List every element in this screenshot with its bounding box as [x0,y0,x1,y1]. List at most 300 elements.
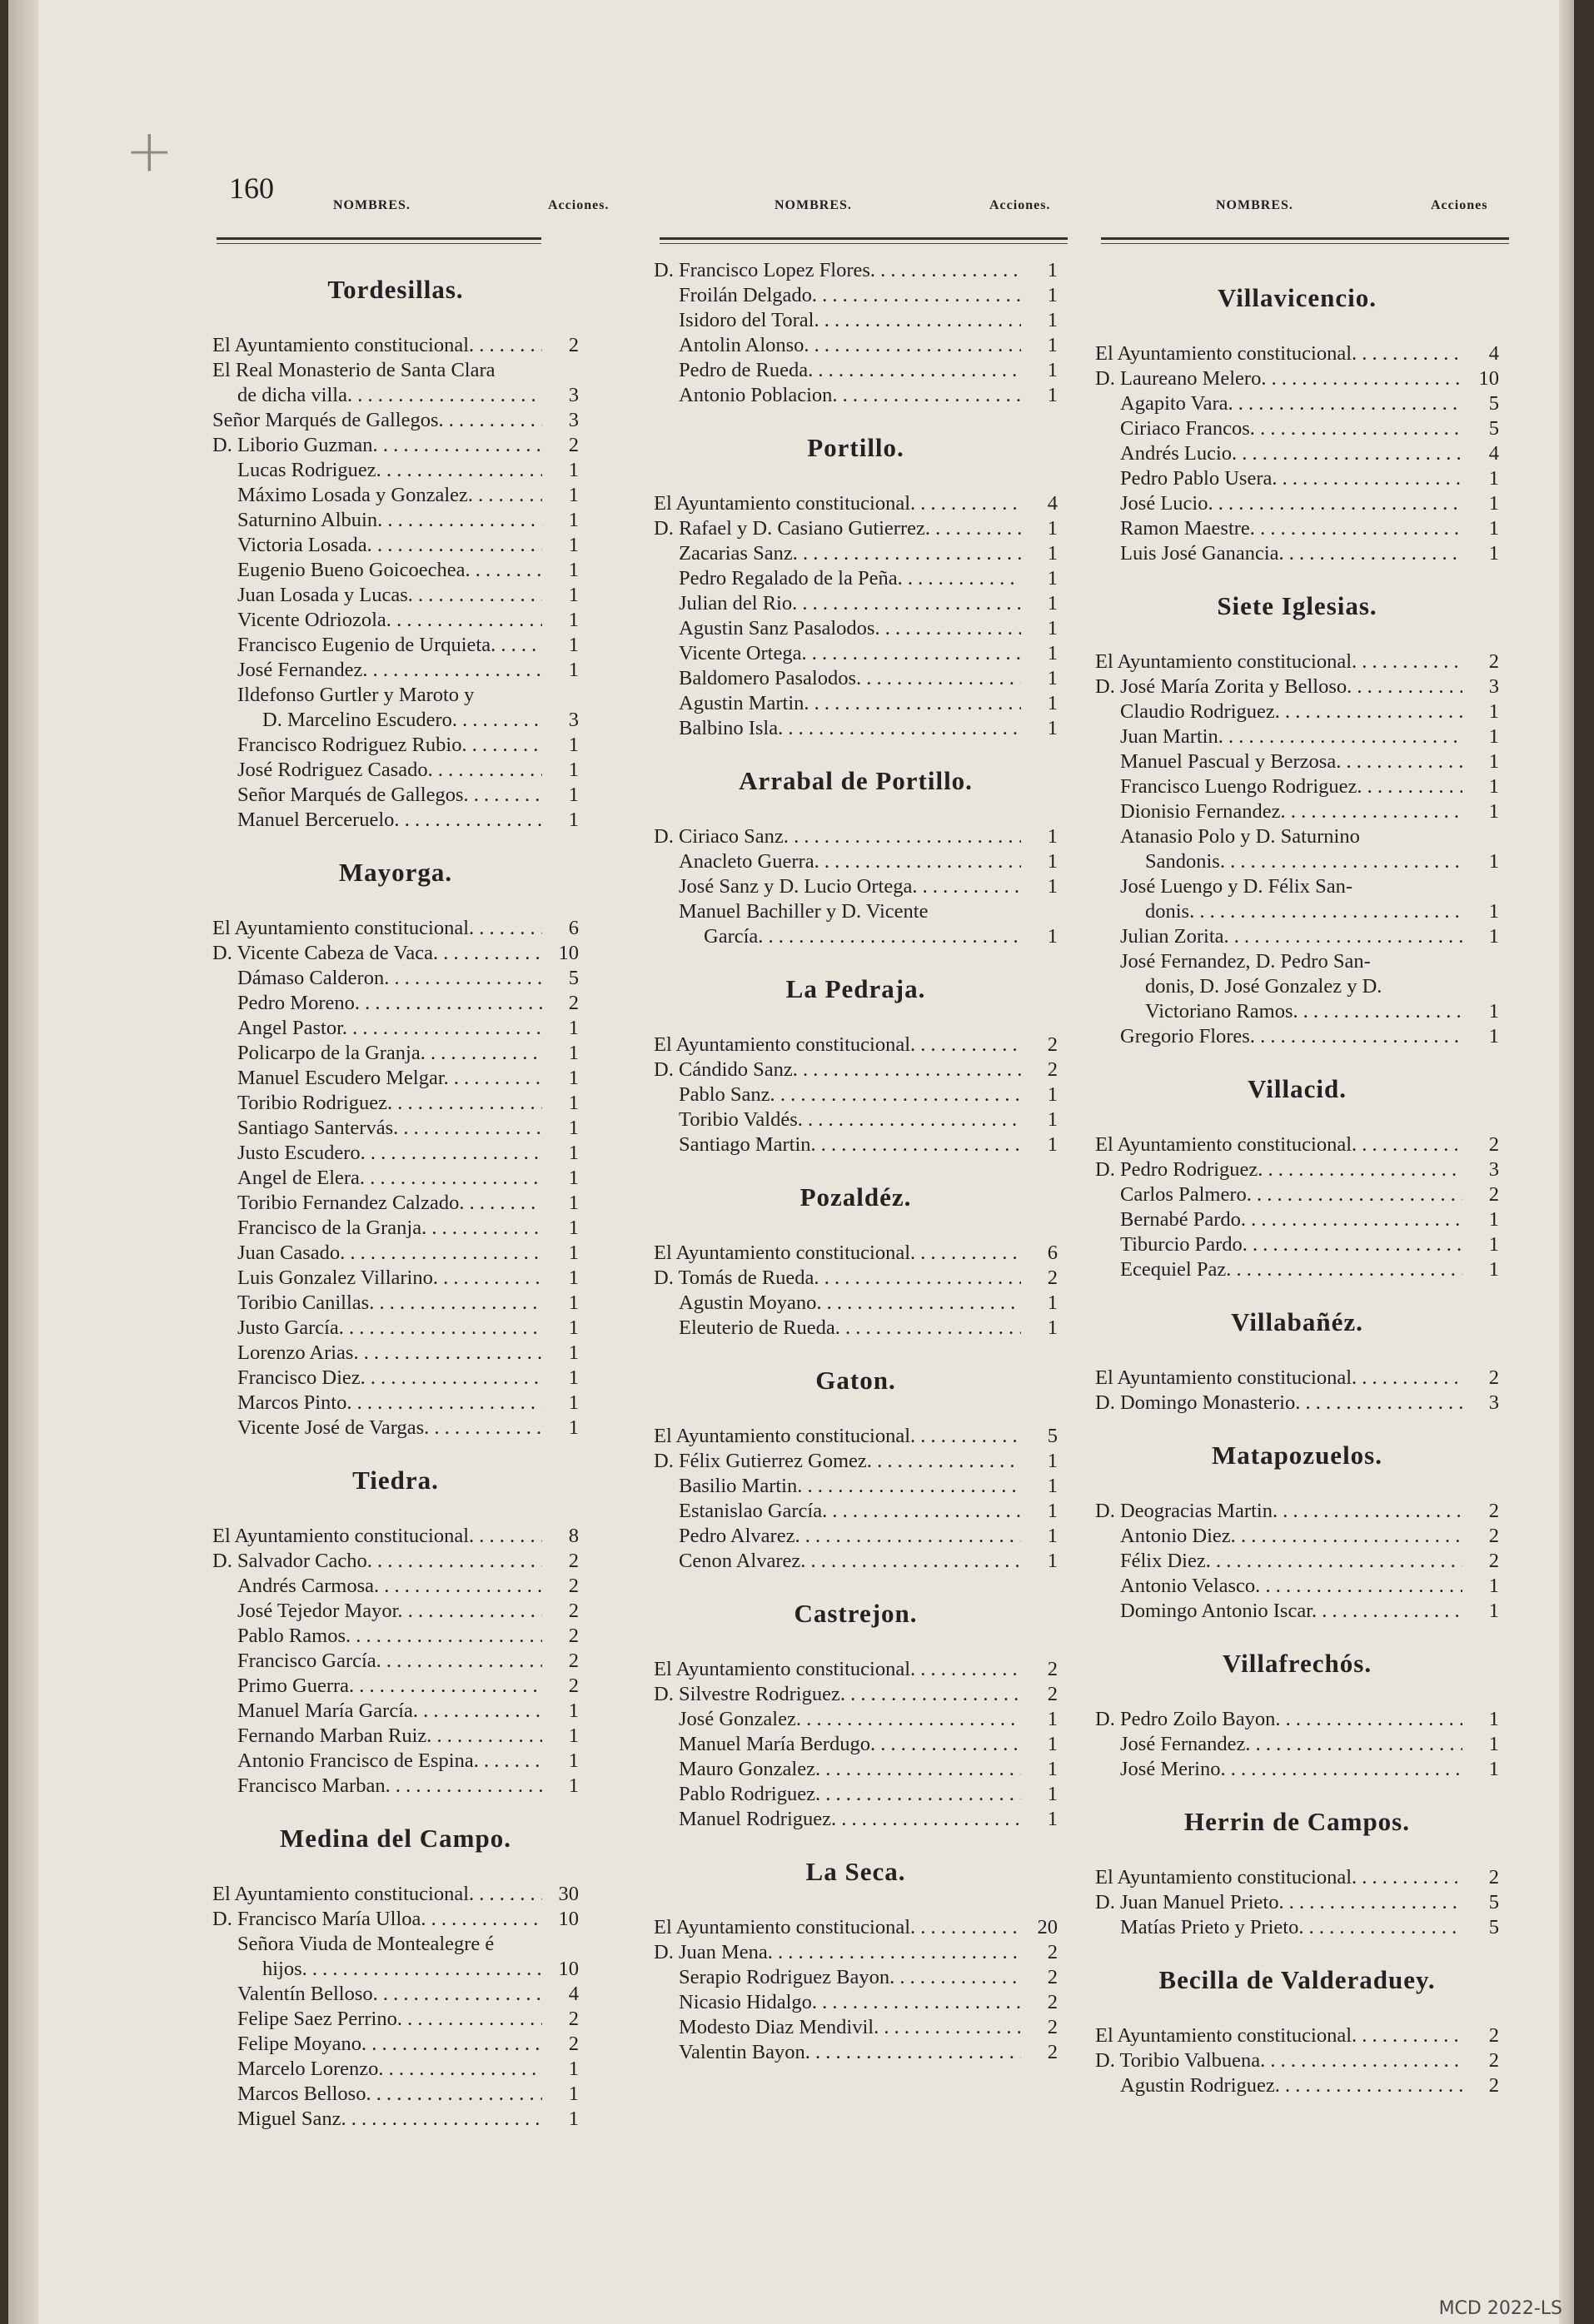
entry-row [212,1907,579,1932]
entry-row [1095,1757,1499,1782]
entry-shares: 1 [568,1774,579,1797]
entry-shares: 1 [568,659,579,681]
entry-name: Eugenio Bueno Goicoechea. . . . [212,558,542,583]
entry-name: Atanasio Polo y D. Saturnino [1120,825,1360,848]
entry-name: El Ayuntamiento constitucional. . . . [212,1882,542,1907]
entry-name: Francisco García. . . . [212,1649,542,1674]
entry-row [212,1774,579,1799]
entry-name: D. Francisco María Ulloa. . . . [212,1907,542,1932]
entry-name: Dionisio Fernandez. . . . [1095,799,1462,824]
entry-shares: 1 [1047,1108,1058,1131]
entry-shares: 2 [1488,1500,1499,1522]
entry-row [654,1549,1058,1574]
entry-name: D. Pedro Zoilo Bayon. . . . [1095,1707,1462,1732]
entry-shares: 1 [1047,1316,1058,1339]
entry-row [212,916,579,941]
entry-row [654,824,1058,849]
entry-shares: 6 [1047,1242,1058,1264]
entry-name: D. Cándido Sanz. . . . [654,1057,1021,1082]
entry-name: D. Juan Mena. . . . [654,1940,1021,1965]
entry-name: Vicente Ortega. . . . [654,641,1021,666]
entry-name: Julian del Rio. . . . [654,591,1021,616]
entry-row [654,616,1058,641]
entry-name: Lorenzo Arias. . . . [212,1341,542,1366]
entry-row [654,2040,1058,2065]
entry-name: Santiago Santervás. . . . [212,1116,542,1141]
entry-shares: 1 [1047,875,1058,898]
entry-row [654,516,1058,541]
entry-name: Froilán Delgado. . . . [654,283,1021,308]
entry-name: D. Rafael y D. Casiano Gutierrez. . . . [654,516,1021,541]
entry-name: D. Domingo Monasterio. . . . [1095,1391,1462,1416]
entry-shares: 8 [568,1525,579,1547]
section-title: Villavicencio. [1217,283,1377,312]
entry-row [1095,749,1499,774]
section-title: La Seca. [805,1857,906,1886]
entry-shares: 3 [568,709,579,731]
entry-row [212,1141,579,1166]
entry-name: D. Toribio Valbuena. . . . [1095,2048,1462,2073]
entry-row [654,1424,1058,1449]
entry-name: Marcelo Lorenzo. . . . [212,2057,542,2082]
entry-shares: 20 [1037,1916,1058,1938]
entry-name: Andrés Carmosa. . . . [212,1574,542,1599]
entry-shares: 1 [568,1192,579,1214]
entry-shares: 2 [568,434,579,456]
entry-row [212,608,579,633]
entry-name: José Luengo y D. Félix San- [1120,875,1352,898]
entry-name: Angel de Elera. . . . [212,1166,542,1191]
entry-name: Antonio Francisco de Espina. . . . [212,1749,542,1774]
entry-row [1095,491,1499,516]
entry-shares: 1 [1047,850,1058,873]
entry-name: Manuel María García. . . . [212,1699,542,1724]
entry-name: Francisco Rodriguez Rubio. . . . [212,733,542,758]
entry-name: Basilio Martin. . . . [654,1474,1021,1499]
entry-name: José Merino. . . . [1095,1757,1462,1782]
entry-name: D. Tomás de Rueda. . . . [654,1266,1021,1291]
entry-name: D. Juan Manuel Prieto. . . . [1095,1890,1462,1915]
entry-shares: 5 [1488,417,1499,440]
entry-name: Baldomero Pasalodos. . . . [654,666,1021,691]
entry-shares: 1 [1047,1083,1058,1106]
section-title: Medina del Campo. [280,1824,511,1853]
entry-shares: 2 [1488,650,1499,673]
entry-name: Francisco Marban. . . . [212,1774,542,1799]
entry-name: Francisco Luengo Rodriguez. . . . [1095,774,1462,799]
entry-name: Ciriaco Francos. . . . [1095,416,1462,441]
entry-row [654,1082,1058,1107]
entry-shares: 1 [1047,384,1058,406]
entry-shares: 3 [568,384,579,406]
entry-row [212,1882,579,1907]
entry-name: El Ayuntamiento constitucional. . . . [1095,1132,1462,1157]
column-3 [1095,283,1499,2098]
entry-row [654,1449,1058,1474]
entry-row [1095,2048,1499,2073]
entry-name: Victoria Losada. . . . [212,533,542,558]
entry-name: Pablo Ramos. . . . [212,1624,542,1649]
entry-shares: 1 [568,759,579,781]
entry-shares: 1 [1047,284,1058,306]
entry-name: Matías Prieto y Prieto. . . . [1095,1915,1462,1940]
entry-shares: 1 [1488,800,1499,823]
entry-name: Pedro de Rueda. . . . [654,358,1021,383]
entry-name: Eleuterio de Rueda. . . . [654,1316,1021,1341]
entry-shares: 1 [568,634,579,656]
entry-shares: 2 [1047,1683,1058,1705]
entry-row [1095,1524,1499,1549]
entry-row [1095,391,1499,416]
entry-shares: 1 [1488,1733,1499,1755]
entry-name: D. Laureano Melero. . . . [1095,366,1462,391]
entry-shares: 1 [1047,825,1058,848]
entry-name: D. Salvador Cacho. . . . [212,1549,542,1574]
entry-shares: 1 [568,1366,579,1389]
entry-shares: 2 [1047,1058,1058,1081]
header-acciones-1: Acciones. [548,198,610,212]
entry-row [212,658,579,683]
entry-shares: 1 [1488,1208,1499,1231]
entry-shares: 1 [568,1291,579,1314]
entry-shares: 2 [1047,2016,1058,2038]
entry-shares: 2 [1488,2074,1499,2097]
header-rule-3 [1101,237,1509,244]
entry-row [212,733,579,758]
entry-name-continued: de dicha villa. . . . [212,383,542,408]
entry-row [212,2057,579,2082]
entry-shares: 2 [1488,1183,1499,1206]
entry-row [654,1266,1058,1291]
entry-shares: 2 [568,992,579,1014]
entry-name: D. José María Zorita y Belloso. . . . [1095,674,1462,699]
entry-shares: 3 [568,409,579,431]
entry-name: Balbino Isla. . . . [654,716,1021,741]
entry-row [212,1291,579,1316]
entry-name: Pedro Moreno. . . . [212,991,542,1016]
entry-shares: 2 [568,1600,579,1622]
entry-shares: 5 [1488,1916,1499,1938]
entry-name: D. Ciriaco Sanz. . . . [654,824,1021,849]
entry-name: Juan Casado. . . . [212,1241,542,1266]
entry-row [212,2007,579,2032]
footer-label: MCD 2022-LS [1438,2298,1562,2319]
entry-shares: 1 [1047,617,1058,639]
header-rule-2 [660,237,1068,244]
entry-name: Toribio Canillas. . . . [212,1291,542,1316]
entry-name: Ecequiel Paz. . . . [1095,1257,1462,1282]
entry-name: Antonio Velasco. . . . [1095,1574,1462,1599]
entry-name: El Ayuntamiento constitucional. . . . [654,1033,1021,1057]
section-title: Siete Iglesias. [1217,591,1377,620]
entry-name: Agustin Rodriguez. . . . [1095,2073,1462,2098]
entry-row [1095,699,1499,724]
entry-row [1095,1024,1499,1049]
entry-row [1095,1232,1499,1257]
entry-shares: 2 [568,1625,579,1647]
entry-shares: 1 [1047,542,1058,565]
entry-row [654,491,1058,516]
entry-shares: 1 [1047,1291,1058,1314]
entry-row [654,1757,1058,1782]
entry-row [212,483,579,508]
entry-name: Agapito Vara. . . . [1095,391,1462,416]
entry-row [654,1965,1058,1990]
entry-shares: 1 [1488,750,1499,773]
entry-name: Toribio Fernandez Calzado. . . . [212,1191,542,1216]
entry-row [212,633,579,658]
entry-name: Zacarias Sanz. . . . [654,541,1021,566]
entry-name: Francisco Eugenio de Urquieta. . . . [212,633,542,658]
entry-row [654,1057,1058,1082]
entry-shares: 1 [1047,517,1058,540]
entry-name-continued: donis, D. José Gonzalez y D. [1145,975,1382,998]
entry-name: Manuel Bachiller y D. Vicente [679,900,929,923]
section-title: Villafrechós. [1222,1649,1372,1678]
entry-row [212,1216,579,1241]
entry-name: El Ayuntamiento constitucional. . . . [212,333,542,358]
entry-name: Señor Marqués de Gallegos. . . . [212,408,542,433]
entry-name: Saturnino Albuin. . . . [212,508,542,533]
entry-name: Santiago Martin. . . . [654,1132,1021,1157]
entry-row [1095,441,1499,466]
entry-name: Valentin Bayon. . . . [654,2040,1021,2065]
entry-shares: 5 [1047,1425,1058,1447]
entry-name: El Real Monasterio de Santa Clara [212,359,496,381]
entry-row [1095,1732,1499,1757]
entry-row [212,941,579,966]
entry-shares: 1 [568,1242,579,1264]
entry-row [654,1132,1058,1157]
page-edge [1559,0,1574,2324]
entry-name: El Ayuntamiento constitucional. . . . [1095,341,1462,366]
entry-name: Nicasio Hidalgo. . . . [654,1990,1021,2015]
entry-row [212,1549,579,1574]
entry-row [654,1524,1058,1549]
entry-row [654,1807,1058,1832]
binding-gutter [8,0,38,2324]
entry-row [212,1416,579,1441]
entry-shares: 1 [1047,334,1058,356]
entry-name: Felipe Saez Perrino. . . . [212,2007,542,2032]
entry-name: José Sanz y D. Lucio Ortega. . . . [654,874,1021,899]
entry-name: Carlos Palmero. . . . [1095,1182,1462,1207]
entry-row [1095,1182,1499,1207]
entry-shares: 1 [1488,1758,1499,1780]
entry-name: Felipe Moyano. . . . [212,2032,542,2057]
entry-shares: 1 [568,484,579,506]
entry-name: Manuel Escudero Melgar. . . . [212,1066,542,1091]
entry-name: Julian Zorita. . . . [1095,924,1462,949]
entry-shares: 1 [1488,1025,1499,1048]
entry-name: José Fernandez. . . . [212,658,542,683]
entry-row [654,1990,1058,2015]
entry-name: Pablo Rodriguez. . . . [654,1782,1021,1807]
entry-row [1095,949,1499,1024]
entry-name: Tiburcio Pardo. . . . [1095,1232,1462,1257]
entry-row [212,1066,579,1091]
entry-name: Agustin Sanz Pasalodos. . . . [654,616,1021,641]
entry-name: Señor Marqués de Gallegos. . . . [212,783,542,808]
entry-shares: 2 [568,1550,579,1572]
entry-row [654,2015,1058,2040]
entry-shares: 1 [1488,1258,1499,1281]
entry-shares: 2 [1047,1267,1058,1289]
entry-shares: 2 [1488,1366,1499,1389]
entry-shares: 1 [1047,592,1058,615]
entry-name: Serapio Rodriguez Bayon. . . . [654,1965,1021,1990]
entry-shares: 1 [1047,1525,1058,1547]
entry-name: El Ayuntamiento constitucional. . . . [212,916,542,941]
entry-shares: 1 [1047,1500,1058,1522]
entry-name: Modesto Diaz Mendivil. . . . [654,2015,1021,2040]
entry-shares: 1 [1047,309,1058,331]
entry-name: Toribio Valdés. . . . [654,1107,1021,1132]
entry-row [1095,1549,1499,1574]
section-title: Tiedra. [352,1466,439,1495]
entry-shares: 5 [568,967,579,989]
entry-row [654,566,1058,591]
entry-row [212,1341,579,1366]
entry-row [212,333,579,358]
section-title: Pozaldéz. [799,1182,912,1212]
section-title: Villabañéz. [1231,1307,1363,1336]
entry-row [212,2032,579,2057]
entry-name: José Fernandez. . . . [1095,1732,1462,1757]
entry-shares: 1 [1047,925,1058,948]
entry-name: Andrés Lucio. . . . [1095,441,1462,466]
entry-row [212,808,579,833]
entry-name: D. Pedro Rodriguez. . . . [1095,1157,1462,1182]
entry-row [212,683,579,733]
entry-name: Vicente Odriozola. . . . [212,608,542,633]
entry-row [212,1016,579,1041]
entry-row [1095,1915,1499,1940]
entry-row [654,308,1058,333]
entry-shares: 1 [1488,725,1499,748]
entry-name: Domingo Antonio Iscar. . . . [1095,1599,1462,1624]
entry-row [212,2082,579,2107]
entry-row [1095,1257,1499,1282]
entry-shares: 1 [1047,1808,1058,1830]
entry-name: D. Liborio Guzman. . . . [212,433,542,458]
entry-shares: 1 [1047,1758,1058,1780]
entry-shares: 1 [568,584,579,606]
entry-row [654,1707,1058,1732]
entry-shares: 1 [1047,259,1058,281]
header-names-1: NOMBRES. [333,198,411,212]
section-title: La Pedraja. [785,974,926,1003]
entry-name: José Tejedor Mayor. . . . [212,1599,542,1624]
entry-name: Luis Gonzalez Villarino. . . . [212,1266,542,1291]
entry-shares: 2 [1047,1991,1058,2013]
entry-name: José Rodriguez Casado. . . . [212,758,542,783]
entry-shares: 1 [1488,542,1499,565]
entry-name: Lucas Rodriguez. . . . [212,458,542,483]
entry-name: Agustin Martin. . . . [654,691,1021,716]
entry-shares: 1 [1047,359,1058,381]
entry-name: Fernando Marban Ruiz. . . . [212,1724,542,1749]
entry-shares: 1 [568,1142,579,1164]
entry-name: Ildefonso Gurtler y Maroto y [237,684,475,706]
entry-row [654,1940,1058,1965]
entry-row [1095,1391,1499,1416]
entry-row [212,1649,579,1674]
entry-row [212,1574,579,1599]
entry-shares: 2 [568,334,579,356]
entry-shares: 1 [1047,717,1058,739]
entry-name: D. Francisco Lopez Flores. . . . [654,258,1021,283]
header-rule-1 [217,237,541,244]
entry-name: D. Deogracias Martin. . . . [1095,1499,1462,1524]
entry-row [212,758,579,783]
entry-row [212,1524,579,1549]
entry-shares: 1 [1488,1600,1499,1622]
entry-name: Justo García. . . . [212,1316,542,1341]
entry-row [212,583,579,608]
entry-shares: 5 [1488,392,1499,415]
entry-row [1095,824,1499,874]
entry-name-continued: Sandonis. . . . [1120,849,1462,874]
entry-row [212,358,579,408]
entry-name: Pedro Alvarez. . . . [654,1524,1021,1549]
entry-row [1095,1707,1499,1732]
entry-name: El Ayuntamiento constitucional. . . . [1095,1865,1462,1890]
entry-name: Juan Martin. . . . [1095,724,1462,749]
entry-shares: 2 [1047,1966,1058,1988]
entry-row [1095,1865,1499,1890]
entry-row [212,1091,579,1116]
entry-name: Dámaso Calderon. . . . [212,966,542,991]
entry-row [654,666,1058,691]
entry-row [654,1316,1058,1341]
entry-shares: 2 [1488,1525,1499,1547]
entry-shares: 1 [568,1267,579,1289]
section-title: Tordesillas. [327,275,464,304]
entry-row [1095,1574,1499,1599]
entry-row [654,541,1058,566]
entry-name: Manuel Rodriguez. . . . [654,1807,1021,1832]
entry-name: El Ayuntamiento constitucional. . . . [212,1524,542,1549]
entry-row [212,408,579,433]
entry-name: Isidoro del Toral. . . . [654,308,1021,333]
entry-name: Francisco Diez. . . . [212,1366,542,1391]
entry-shares: 1 [568,2083,579,2105]
entry-row [212,1982,579,2007]
entry-name: El Ayuntamiento constitucional. . . . [1095,2023,1462,2048]
entry-name: El Ayuntamiento constitucional. . . . [654,491,1021,516]
entry-row [212,1391,579,1416]
entry-row [1095,1207,1499,1232]
entry-shares: 4 [568,1983,579,2005]
section-title: Portillo. [807,433,904,462]
entry-name: Policarpo de la Granja. . . . [212,1041,542,1066]
entry-row [1095,674,1499,699]
entry-name-continued: donis. . . . [1120,899,1462,924]
entry-row [1095,366,1499,391]
entry-row [212,1166,579,1191]
entry-shares: 1 [568,2058,579,2080]
entry-name: Juan Losada y Lucas. . . . [212,583,542,608]
entry-row [212,1266,579,1291]
entry-name: Anacleto Guerra. . . . [654,849,1021,874]
entry-shares: 1 [1488,900,1499,923]
entry-name: Mauro Gonzalez. . . . [654,1757,1021,1782]
entry-row [212,1316,579,1341]
entry-shares: 1 [1488,775,1499,798]
entry-shares: 1 [568,1017,579,1039]
column-2 [654,258,1058,2065]
